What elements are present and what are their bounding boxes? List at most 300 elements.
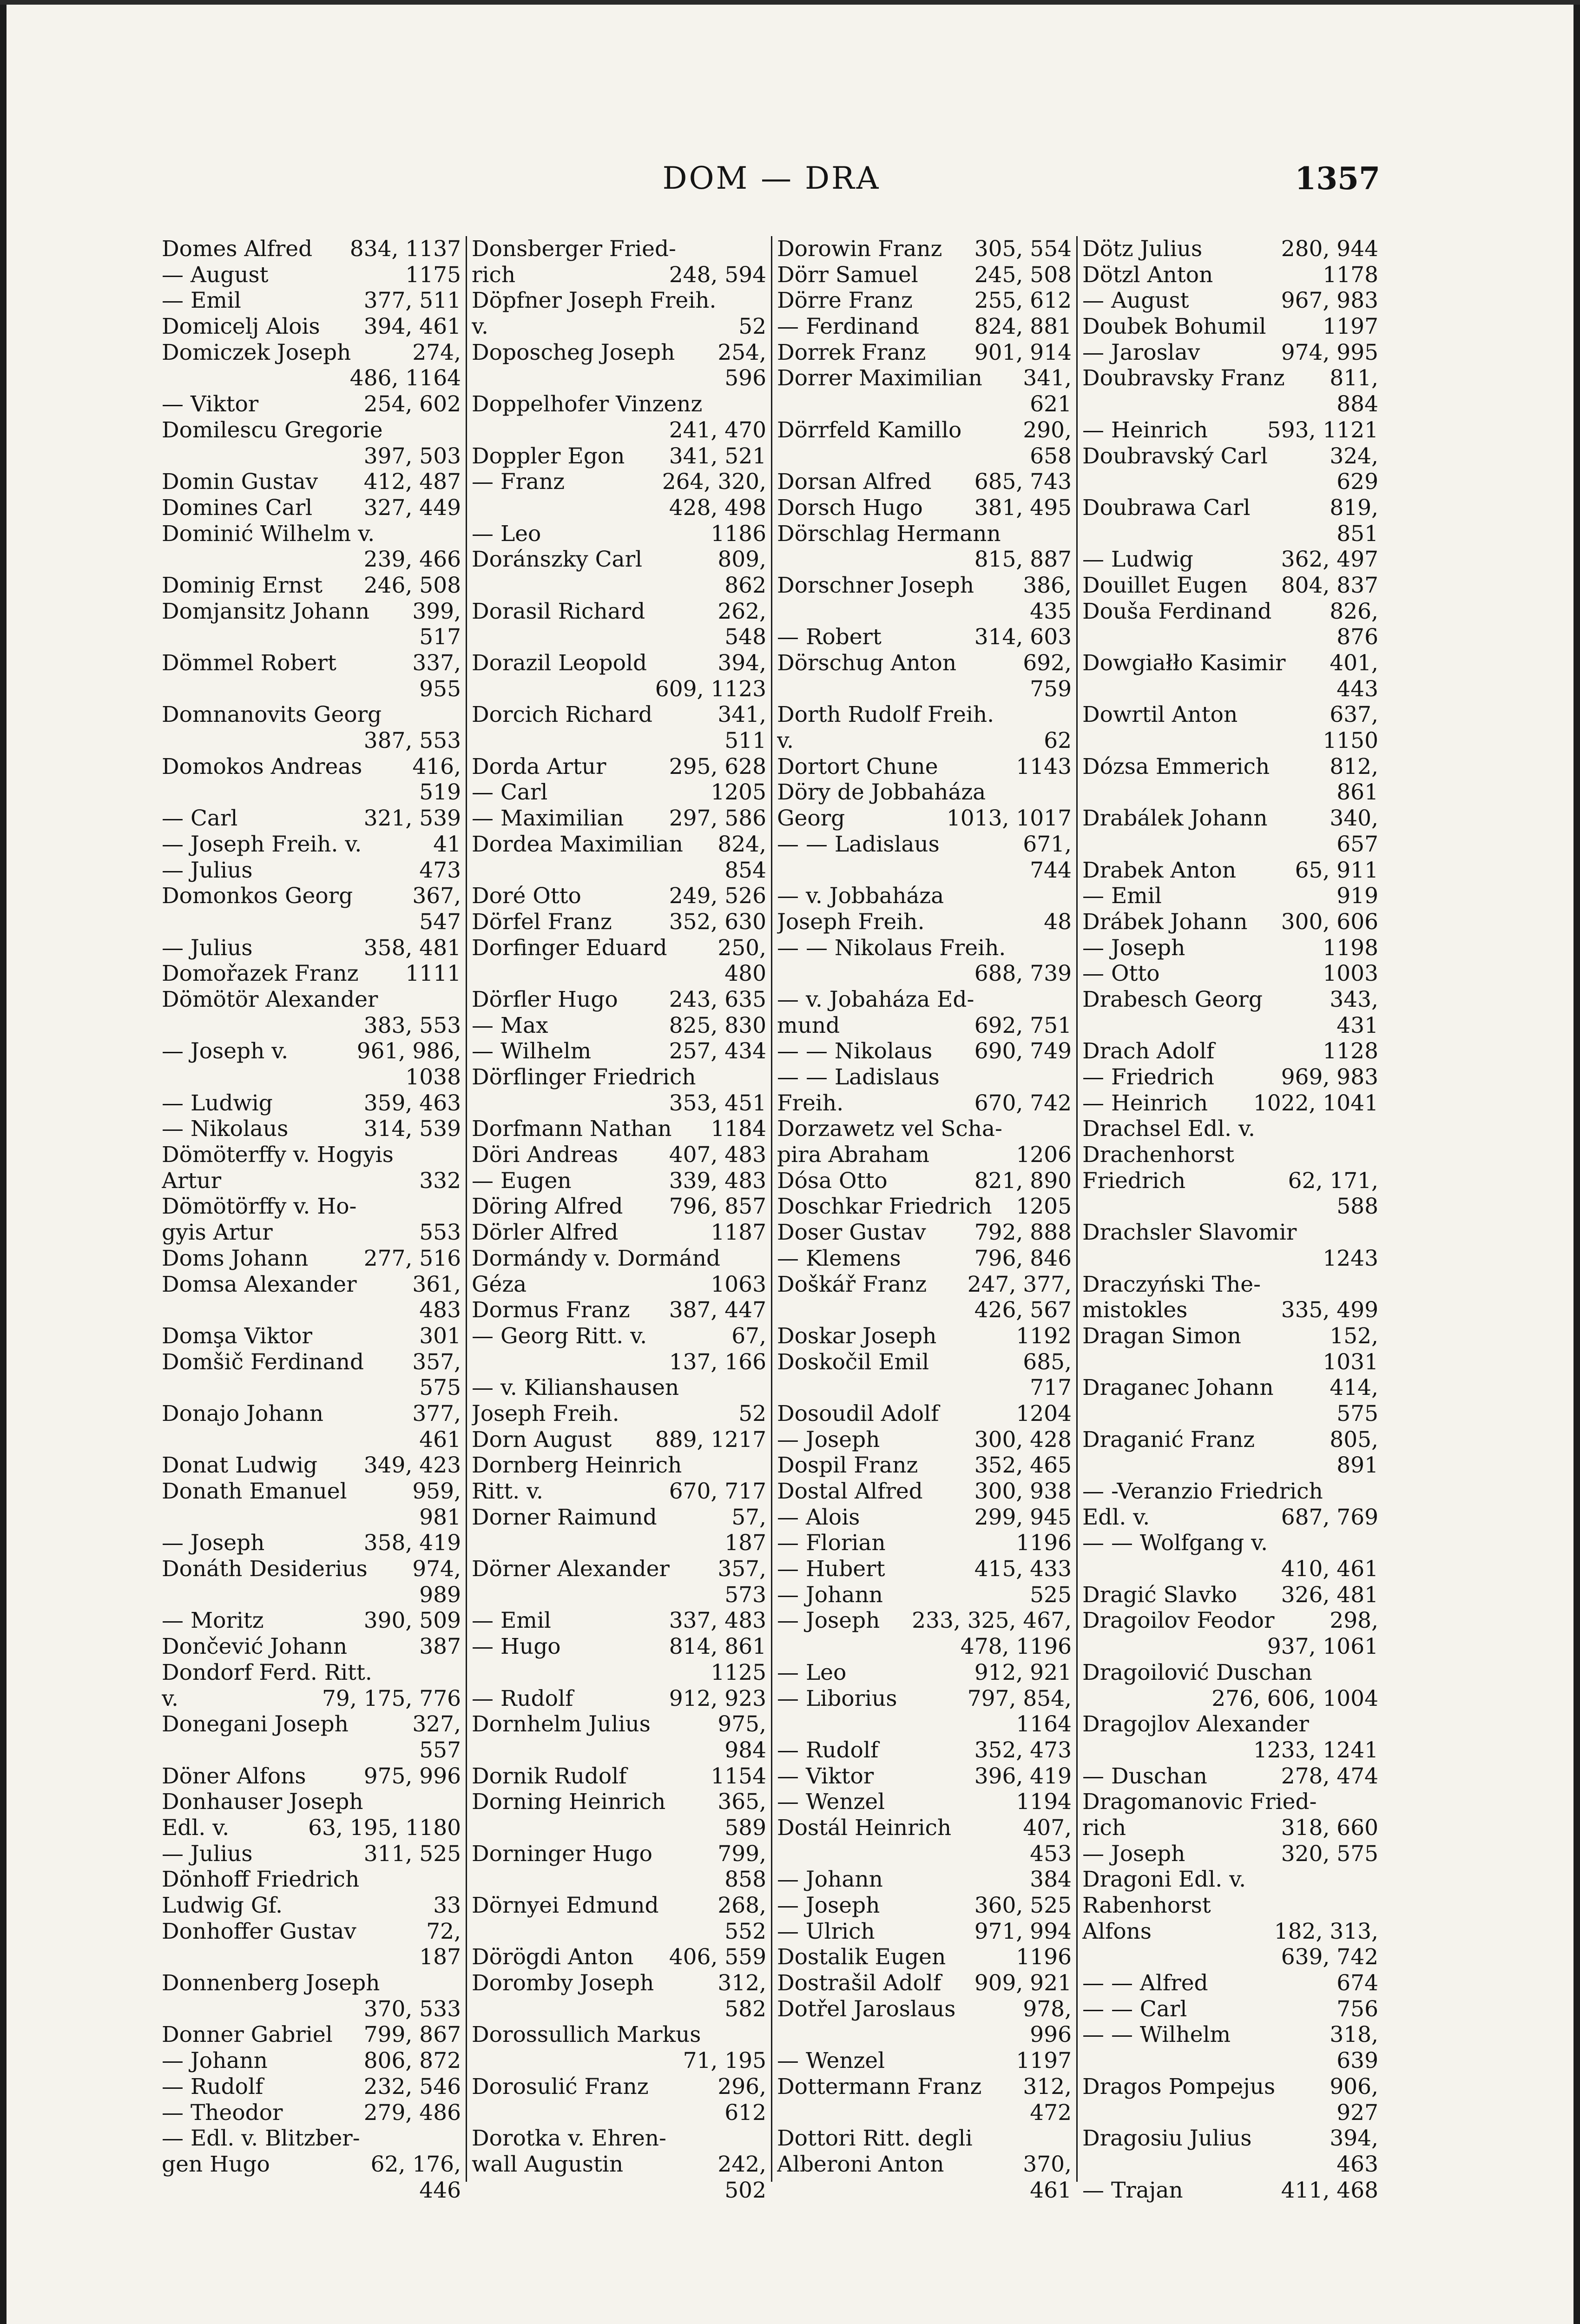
entry-name: Drach Adolf [1082, 1038, 1215, 1064]
entry-name: Dörrfeld Kamillo [777, 417, 962, 443]
entry-name: — Emil [162, 288, 241, 314]
entry-name: rich [472, 262, 516, 288]
entry-pages: 314, 539 [363, 1116, 461, 1142]
entry-pages: 320, 575 [1281, 1841, 1378, 1867]
entry-pages: 268, [718, 1893, 766, 1918]
index-entry [777, 521, 1072, 547]
index-entry [1082, 1919, 1378, 1945]
index-entry [777, 805, 1072, 832]
index-entry [472, 2152, 766, 2178]
index-entry [472, 779, 766, 805]
entry-pages: 1111 [405, 961, 461, 987]
entry-name: — Heinrich [1082, 417, 1208, 443]
index-entry [472, 236, 766, 262]
entry-name: — Emil [472, 1608, 551, 1634]
entry-pages: 1031 [1323, 1349, 1378, 1375]
entry-name: Douša Ferdinand [1082, 598, 1272, 624]
entry-pages: 300, 428 [974, 1426, 1072, 1452]
entry-name: Dostrašil Adolf [777, 1970, 941, 1996]
entry-name: Dragoilović Duschan [1082, 1659, 1312, 1685]
entry-name: Dörnyei Edmund [472, 1893, 659, 1918]
index-entry [162, 935, 461, 961]
entry-name: — Ludwig [162, 1090, 273, 1116]
entry-pages: 1143 [1016, 753, 1072, 779]
index-entry [777, 1789, 1072, 1815]
index-entry [472, 495, 766, 521]
entry-name: gyis Artur [162, 1220, 273, 1246]
entry-pages: 387, 447 [669, 1297, 766, 1323]
entry-pages: 250, [718, 935, 766, 961]
index-entry [162, 2126, 461, 2152]
entry-name: Dorfmann Nathan [472, 1116, 672, 1142]
index-entry [472, 417, 766, 443]
entry-name: Dosoudil Adolf [777, 1400, 939, 1426]
index-entry [1082, 469, 1378, 495]
entry-name: — Julius [162, 857, 253, 883]
entry-name: Friedrich [1082, 1168, 1186, 1194]
index-entry [1082, 961, 1378, 987]
entry-name: Donhauser Joseph [162, 1789, 363, 1815]
entry-name: — Liborius [777, 1685, 897, 1711]
index-entry [777, 1841, 1072, 1867]
index-entry [777, 262, 1072, 288]
index-entry [162, 1970, 461, 1996]
entry-name: — August [162, 262, 269, 288]
entry-pages: 1233, 1241 [1253, 1737, 1378, 1763]
index-entry [162, 1608, 461, 1634]
entry-name: Dorninger Hugo [472, 1841, 652, 1867]
entry-pages: 812, [1330, 753, 1378, 779]
entry-pages: 826, [1330, 598, 1378, 624]
entry-pages: 978, [1023, 1996, 1072, 2022]
entry-name: — Rudolf [777, 1737, 879, 1763]
index-entry [162, 1556, 461, 1582]
index-entry [162, 1867, 461, 1893]
index-entry [162, 1763, 461, 1789]
index-entry [777, 779, 1072, 805]
entry-pages: 1205 [1016, 1194, 1072, 1220]
index-entry [162, 883, 461, 909]
entry-pages: 919 [1336, 883, 1378, 909]
index-entry [777, 469, 1072, 495]
index-entry [162, 365, 461, 391]
index-entry [1082, 1116, 1378, 1142]
index-entry [1082, 1944, 1378, 1970]
entry-pages: 1192 [1016, 1323, 1072, 1349]
entry-pages: 232, 546 [363, 2073, 461, 2100]
entry-pages: 278, 474 [1281, 1763, 1378, 1789]
entry-name: Dörschlag Hermann [777, 521, 1001, 547]
entry-pages: 247, 377, [967, 1271, 1072, 1297]
index-entry [472, 1505, 766, 1531]
entry-pages: 341, [718, 702, 766, 728]
entry-name: Dorfinger Eduard [472, 935, 667, 961]
entry-pages: 387, 553 [363, 728, 461, 754]
index-entry [162, 288, 461, 314]
index-entry [162, 702, 461, 728]
entry-pages: 692, [1023, 650, 1072, 676]
entry-pages: 1196 [1016, 1530, 1072, 1556]
entry-pages: 416, [412, 753, 461, 779]
entry-pages: 312, [1023, 2073, 1072, 2100]
entry-pages: 428, 498 [669, 495, 766, 521]
entry-pages: 435 [1030, 598, 1072, 624]
index-entry [777, 858, 1072, 884]
entry-name: Domonkos Georg [162, 883, 353, 909]
index-entry [1082, 1297, 1378, 1323]
index-entry [777, 1168, 1072, 1194]
entry-name: Dötzl Anton [1082, 262, 1213, 288]
index-entry [162, 1013, 461, 1039]
entry-pages: 1205 [711, 779, 766, 805]
index-entry [777, 1479, 1072, 1505]
entry-name: — Franz [472, 469, 565, 495]
entry-pages: 65, 911 [1295, 857, 1378, 883]
entry-pages: 967, 983 [1281, 288, 1378, 314]
index-entry [1082, 1505, 1378, 1531]
index-entry [472, 754, 766, 780]
entry-pages: 480 [724, 961, 766, 987]
index-entry [472, 2074, 766, 2100]
entry-name: Drachsler Slavomir [1082, 1220, 1297, 1246]
entry-name: — Trajan [1082, 2177, 1183, 2203]
entry-name: Dominić Wilhelm v. [162, 521, 375, 547]
entry-pages: 906, [1330, 2073, 1378, 2100]
entry-name: Joseph Freih. [777, 909, 925, 935]
entry-pages: 824, [718, 831, 766, 857]
entry-pages: 548 [724, 624, 766, 650]
entry-pages: 547 [419, 909, 461, 935]
entry-name: Dorrek Franz [777, 339, 926, 365]
entry-name: Dorning Heinrich [472, 1789, 666, 1815]
index-entry [777, 2048, 1072, 2074]
entry-pages: 1197 [1323, 314, 1378, 340]
entry-pages: 744 [1030, 857, 1072, 883]
entry-name: gen Hugo [162, 2151, 270, 2177]
entry-name: Dörfel Franz [472, 909, 612, 935]
entry-pages: 243, 635 [669, 986, 766, 1012]
index-entry [162, 573, 461, 599]
entry-pages: 367, [412, 883, 461, 909]
entry-name: Doskar Joseph [777, 1323, 937, 1349]
index-entry [1082, 1737, 1378, 1763]
entry-name: Géza [472, 1271, 527, 1297]
index-entry [1082, 805, 1378, 832]
entry-name: Drábek Johann [1082, 909, 1248, 935]
entry-name: — Ludwig [1082, 547, 1193, 573]
entry-pages: 834, 1137 [349, 236, 461, 262]
entry-name: Dominig Ernst [162, 572, 323, 598]
entry-pages: 596 [724, 365, 766, 391]
entry-name: Rabenhorst [1082, 1893, 1211, 1918]
entry-pages: 383, 553 [363, 1012, 461, 1038]
index-entry [162, 1893, 461, 1919]
index-entry [472, 1530, 766, 1556]
entry-pages: 759 [1030, 676, 1072, 702]
index-entry [1082, 1142, 1378, 1168]
index-entry [777, 573, 1072, 599]
entry-pages: 187 [724, 1530, 766, 1556]
entry-pages: 352, 630 [669, 909, 766, 935]
index-entry [472, 314, 766, 340]
index-entry [777, 314, 1072, 340]
entry-name: Dostal Alfred [777, 1479, 923, 1504]
index-entry [472, 987, 766, 1013]
index-entry [472, 1944, 766, 1970]
entry-name: — Johann [777, 1582, 883, 1608]
index-entry [472, 469, 766, 495]
entry-pages: 511 [724, 728, 766, 754]
entry-name: — Ulrich [777, 1918, 875, 1944]
index-entry [1082, 1401, 1378, 1427]
index-entry [777, 2100, 1072, 2126]
entry-name: Dorth Rudolf Freih. [777, 702, 994, 728]
index-entry [1082, 340, 1378, 366]
entry-name: — — Nikolaus Freih. [777, 935, 1006, 961]
entry-name: Donajo Johann [162, 1400, 324, 1426]
entry-pages: 314, 603 [974, 624, 1072, 650]
entry-name: — Joseph [777, 1893, 880, 1918]
index-entry [1082, 624, 1378, 650]
index-entry [1082, 1246, 1378, 1272]
entry-pages: 386, [1023, 572, 1072, 598]
entry-name: — Klemens [777, 1245, 901, 1271]
entry-pages: 276, 606, 1004 [1211, 1685, 1378, 1711]
entry-pages: 937, 1061 [1267, 1634, 1378, 1660]
index-entry [1082, 1996, 1378, 2022]
index-entry [1082, 1090, 1378, 1116]
index-column-3 [772, 236, 1078, 2203]
entry-name: — — Wolfgang v. [1082, 1530, 1268, 1556]
index-entry [162, 443, 461, 469]
entry-pages: 254, [718, 339, 766, 365]
index-entry [162, 1919, 461, 1945]
entry-name: Domiczek Joseph [162, 339, 351, 365]
index-entry [777, 702, 1072, 728]
index-entry [162, 650, 461, 676]
index-entry [472, 1841, 766, 1867]
entry-name: Drachsel Edl. v. [1082, 1116, 1255, 1142]
entry-name: Domilescu Gregorie [162, 417, 383, 443]
index-entry [162, 2022, 461, 2048]
entry-name: Doubravský Carl [1082, 443, 1268, 469]
index-entry [162, 1711, 461, 1737]
index-entry [1082, 2178, 1378, 2204]
entry-pages: 396, 419 [974, 1763, 1072, 1789]
entry-pages: 573 [724, 1582, 766, 1608]
entry-pages: 792, 888 [974, 1220, 1072, 1246]
index-entry [1082, 1427, 1378, 1453]
entry-pages: 1204 [1016, 1400, 1072, 1426]
entry-name: Domes Alfred [162, 236, 313, 262]
entry-pages: 889, 1217 [655, 1426, 766, 1452]
entry-pages: 525 [1030, 1582, 1072, 1608]
entry-name: Domjansitz Johann [162, 598, 370, 624]
entry-name: Domin Gustav [162, 469, 318, 495]
entry-name: Doubravsky Franz [1082, 365, 1285, 391]
page-number: 1357 [1295, 160, 1380, 197]
entry-name: Dorowin Franz [777, 236, 942, 262]
entry-name: Donsberger Fried- [472, 236, 676, 262]
entry-pages: 1184 [711, 1116, 766, 1142]
entry-pages: 357, [718, 1556, 766, 1582]
entry-name: — Wilhelm [472, 1038, 592, 1064]
entry-pages: 961, 986, [356, 1038, 461, 1064]
index-entry [1082, 1893, 1378, 1919]
entry-pages: 343, [1330, 986, 1378, 1012]
entry-name: Dorsan Alfred [777, 469, 932, 495]
entry-pages: 62, 171, [1288, 1168, 1378, 1194]
index-entry [777, 1867, 1072, 1893]
entry-name: — v. Kilianshausen [472, 1375, 679, 1401]
entry-name: Doškář Franz [777, 1271, 927, 1297]
entry-name: Ludwig Gf. [162, 1893, 283, 1918]
entry-name: — Nikolaus [162, 1116, 289, 1142]
entry-pages: 262, [718, 598, 766, 624]
entry-pages: 332 [419, 1168, 461, 1194]
entry-pages: 300, 938 [974, 1479, 1072, 1504]
index-entry [162, 547, 461, 573]
entry-pages: 612 [724, 2100, 766, 2126]
entry-name: — Wenzel [777, 2048, 885, 2074]
entry-name: Domicelj Alois [162, 314, 320, 340]
entry-name: Dörflinger Friedrich [472, 1064, 696, 1090]
index-entry [162, 2178, 461, 2204]
index-entry [1082, 1013, 1378, 1039]
index-entry [1082, 2126, 1378, 2152]
entry-pages: 401, [1330, 650, 1378, 676]
index-entry [472, 935, 766, 961]
index-entry [472, 443, 766, 469]
index-entry [777, 2074, 1072, 2100]
index-entry [777, 1194, 1072, 1220]
index-entry [162, 1505, 461, 1531]
entry-name: Dörre Franz [777, 288, 913, 314]
entry-name: — v. Jobaháza Ed- [777, 986, 974, 1012]
entry-pages: 300, 606 [1281, 909, 1378, 935]
entry-name: Dragan Simon [1082, 1323, 1241, 1349]
index-entry [162, 676, 461, 702]
entry-pages: 453 [1030, 1841, 1072, 1867]
index-entry [1082, 1660, 1378, 1686]
entry-name: — Rudolf [472, 1685, 573, 1711]
entry-pages: 299, 945 [974, 1504, 1072, 1530]
index-entry [1082, 1064, 1378, 1090]
index-entry [777, 961, 1072, 987]
entry-name: — Edl. v. Blitzber- [162, 2126, 360, 2152]
entry-pages: 397, 503 [363, 443, 461, 469]
index-entry [777, 1763, 1072, 1789]
index-entry [777, 832, 1072, 858]
entry-name: Doschkar Friedrich [777, 1194, 992, 1220]
entry-pages: 41 [433, 831, 461, 857]
entry-name: — Carl [472, 779, 548, 805]
entry-pages: 318, 660 [1281, 1815, 1378, 1841]
index-entry [472, 1246, 766, 1272]
entry-name: Doubrawa Carl [1082, 495, 1251, 521]
entry-name: mistokles [1082, 1297, 1188, 1323]
entry-pages: 797, 854, [967, 1685, 1072, 1711]
entry-name: Draczyński The- [1082, 1271, 1261, 1297]
index-entry [777, 1038, 1072, 1064]
index-entry [777, 1220, 1072, 1246]
entry-name: — Viktor [777, 1763, 874, 1789]
entry-pages: 685, [1023, 1349, 1072, 1375]
entry-pages: 312, [718, 1970, 766, 1996]
index-entry [1082, 1634, 1378, 1660]
entry-pages: 62 [1044, 728, 1072, 754]
entry-name: Doskočil Emil [777, 1349, 929, 1375]
entry-name: Dostalik Eugen [777, 1944, 946, 1970]
index-entry [162, 858, 461, 884]
index-entry [472, 1660, 766, 1686]
entry-pages: 358, 419 [363, 1530, 461, 1556]
index-entry [777, 1452, 1072, 1479]
index-entry [472, 1116, 766, 1142]
entry-name: Edl. v. [1082, 1504, 1150, 1530]
index-entry [162, 469, 461, 495]
entry-name: — — Ladislaus [777, 1064, 940, 1090]
index-entry [1082, 288, 1378, 314]
entry-pages: 1038 [405, 1064, 461, 1090]
entry-name: Domşa Viktor [162, 1323, 312, 1349]
index-entry [777, 2126, 1072, 2152]
entry-name: Doré Otto [472, 883, 581, 909]
entry-name: Domines Carl [162, 495, 313, 521]
index-entry [472, 573, 766, 599]
index-entry [472, 365, 766, 391]
entry-pages: 1063 [711, 1271, 766, 1297]
entry-pages: 326, 481 [1281, 1582, 1378, 1608]
index-entry [1082, 1479, 1378, 1505]
entry-name: Douillet Eugen [1082, 572, 1248, 598]
index-entry [1082, 314, 1378, 340]
index-entry [777, 1297, 1072, 1323]
entry-pages: 984 [724, 1737, 766, 1763]
entry-name: Döri Andreas [472, 1142, 619, 1168]
entry-pages: 589 [724, 1815, 766, 1841]
entry-name: — Joseph [162, 1530, 265, 1556]
entry-pages: 406, 559 [669, 1944, 766, 1970]
index-entry [472, 1582, 766, 1608]
entry-pages: 352, 465 [974, 1452, 1072, 1479]
index-entry [162, 624, 461, 650]
index-entry [472, 909, 766, 935]
entry-name: — Leo [777, 1659, 847, 1685]
index-entry [1082, 262, 1378, 288]
entry-name: Donnenberg Joseph [162, 1970, 380, 1996]
entry-pages: 1013, 1017 [946, 805, 1072, 832]
entry-name: Domořazek Franz [162, 961, 359, 987]
entry-name: — Alois [777, 1504, 860, 1530]
entry-name: — Johann [777, 1867, 883, 1893]
index-entry [472, 599, 766, 625]
entry-pages: 349, 423 [363, 1452, 461, 1479]
entry-name: — Heinrich [1082, 1090, 1208, 1116]
index-entry [1082, 573, 1378, 599]
entry-name: rich [1082, 1815, 1126, 1841]
entry-pages: 974, [412, 1556, 461, 1582]
entry-name: — Julius [162, 935, 253, 961]
entry-pages: 639 [1336, 2048, 1378, 2074]
index-entry [162, 1530, 461, 1556]
entry-name: pira Abraham [777, 1142, 929, 1168]
entry-pages: 321, 539 [363, 805, 461, 832]
index-entry [1082, 1168, 1378, 1194]
entry-pages: 861 [1336, 779, 1378, 805]
entry-name: — Theodor [162, 2100, 283, 2126]
entry-pages: 825, 830 [669, 1012, 766, 1038]
